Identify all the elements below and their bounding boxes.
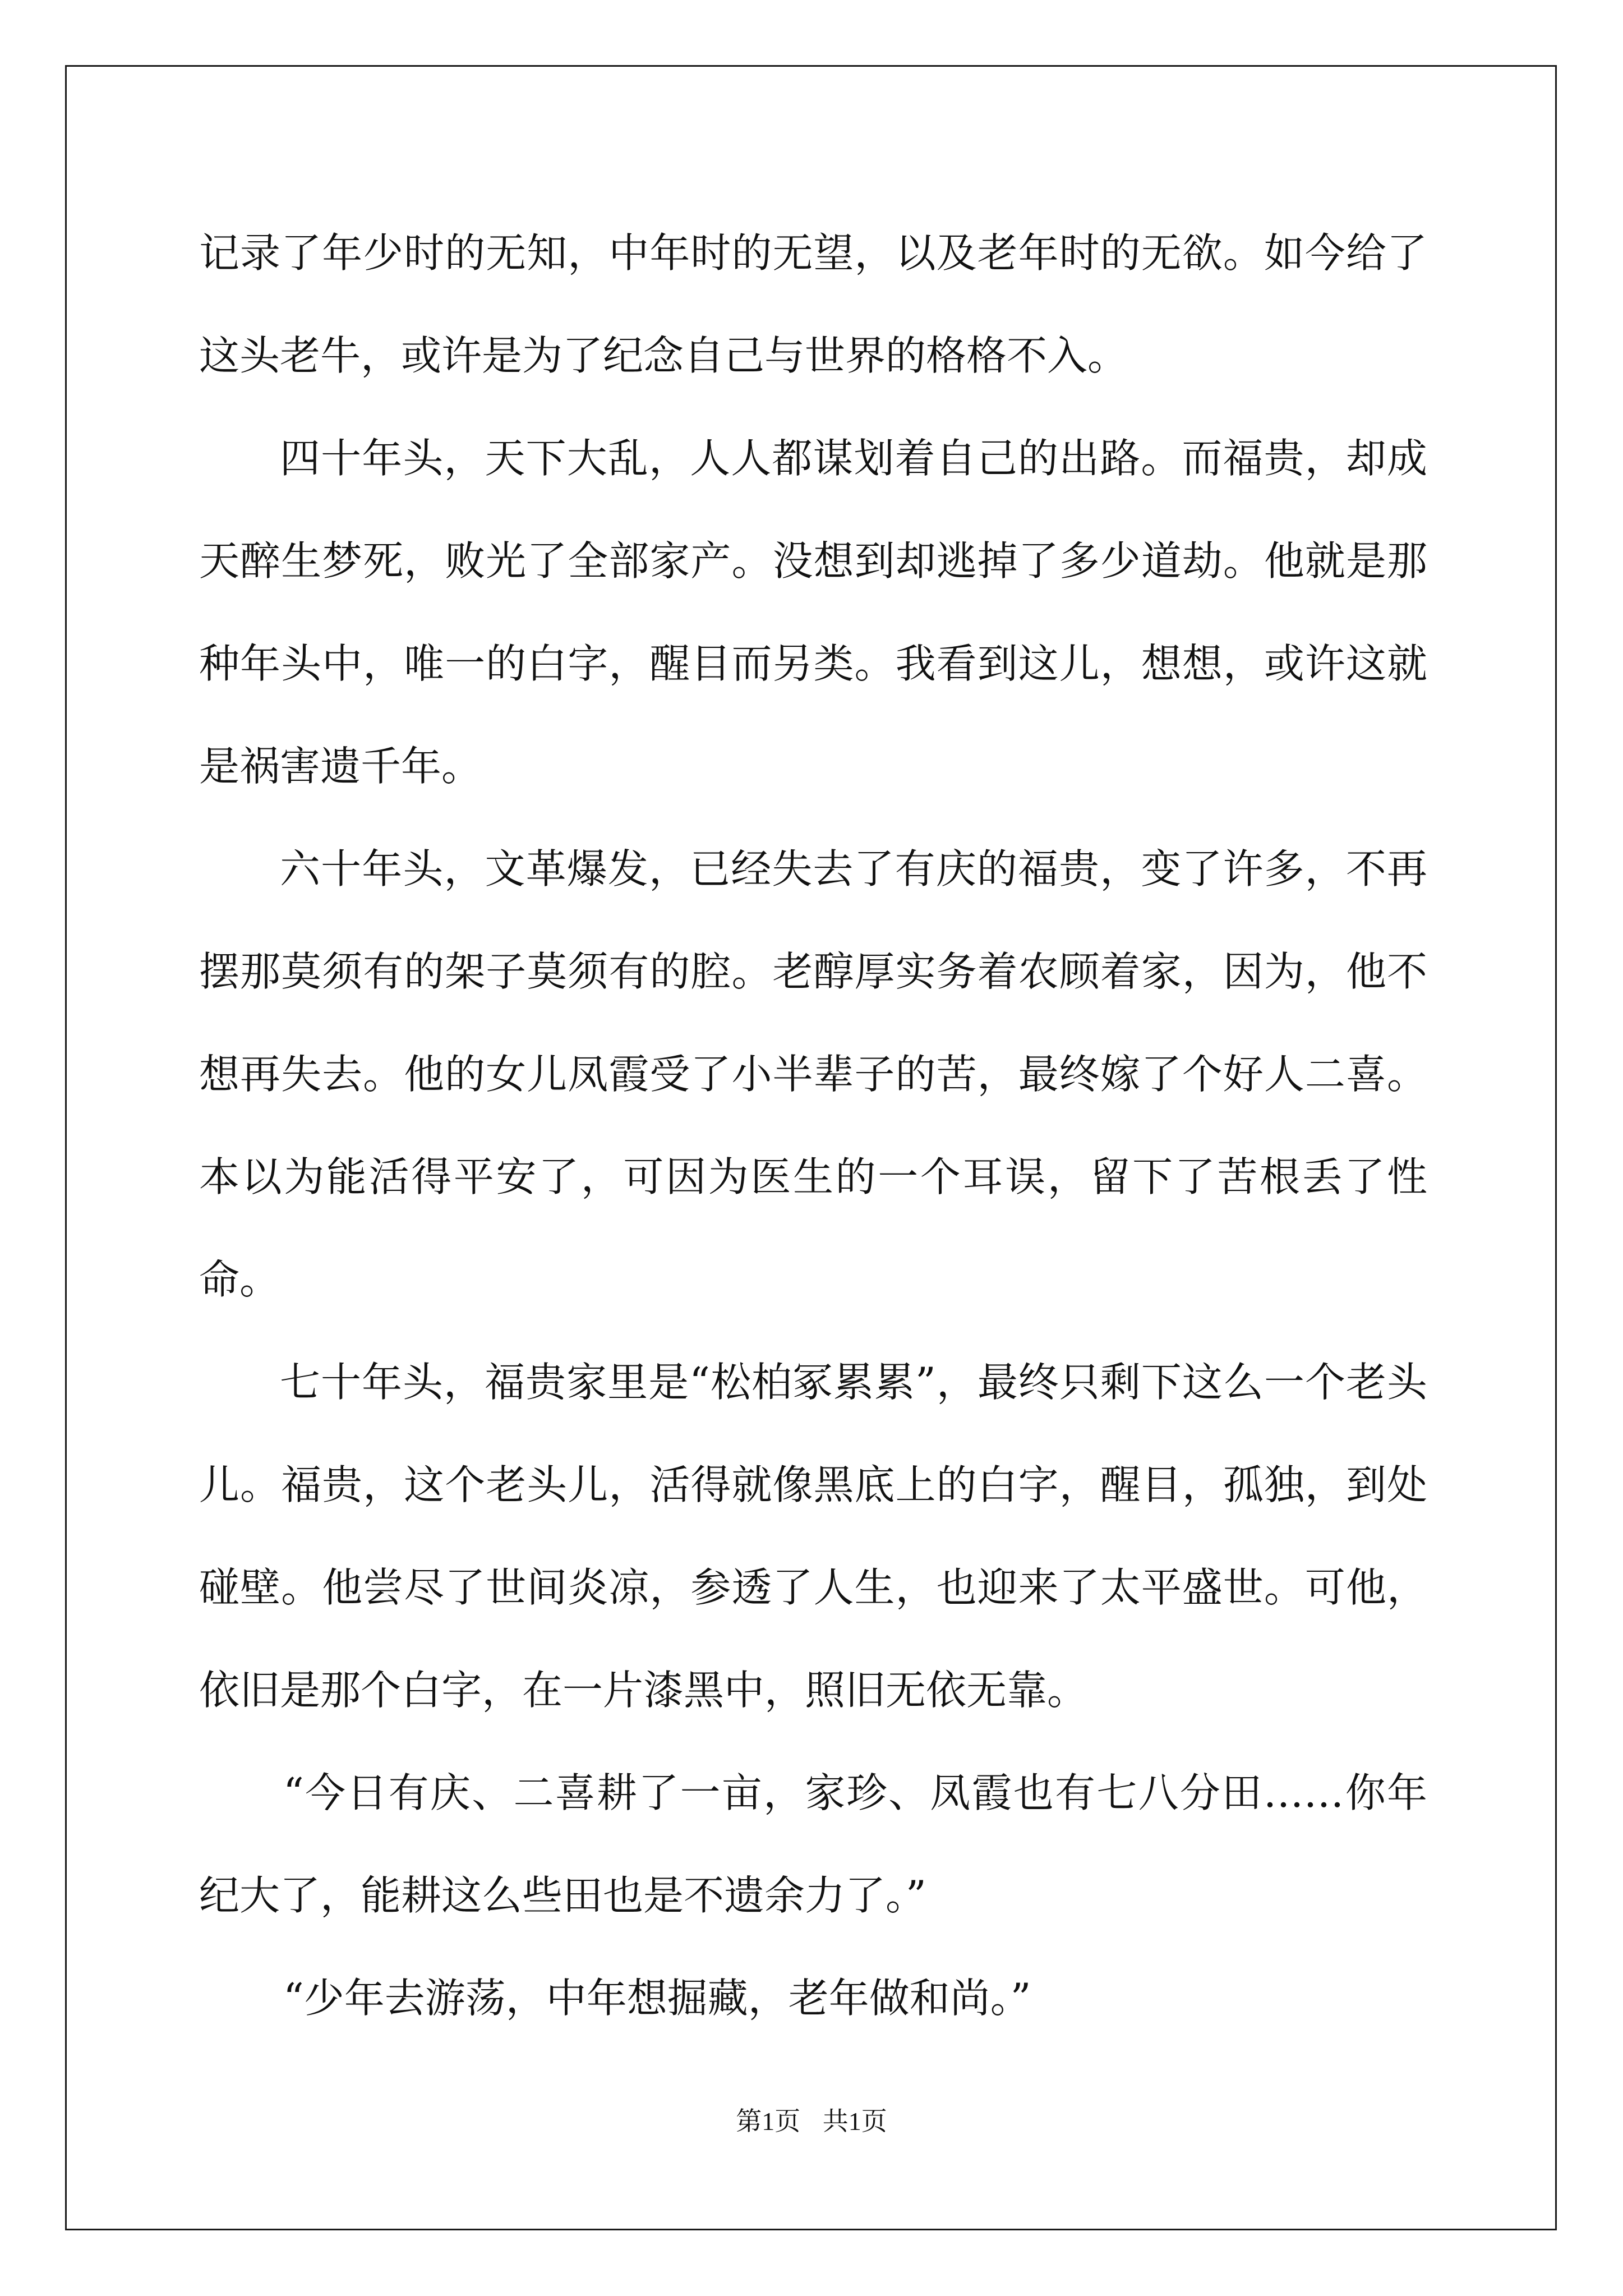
paragraph-4: 七十年头，福贵家里是“松柏冢累累”，最终只剩下这么一个老头儿。福贵，这个老头儿，活得就像黑底上的白字，醒目，孤独，到处碰壁。他尝尽了世间炎凉，参透了人生，也迎来了太平盛世。可他，依旧是那个白字，在一片漆黑中，照旧无依无靠。 — [199, 1359, 1427, 1714]
page-footer — [0, 2101, 1623, 2138]
document-body — [199, 202, 1427, 2050]
paragraph-2: 四十年头，天下大乱，人人都谋划着自己的出路。而福贵，却成天醉生梦死，败光了全部家产。没想到却逃掉了多少道劫。他就是那种年头中，唯一的白字，醒目而另类。我看到这儿，想想，或许这就是祸害遗千年。 — [199, 435, 1427, 790]
page-total: 共1页 — [822, 2107, 887, 2136]
page-number: 第1页 — [736, 2107, 801, 2136]
paragraph-1: 记录了年少时的无知，中年时的无望，以及老年时的无欲。如今给了这头老牛，或许是为了纪念自己与世界的格格不入。 — [199, 229, 1427, 379]
paragraph-3: 六十年头，文革爆发，已经失去了有庆的福贵，变了许多，不再摆那莫须有的架子莫须有的腔。老醇厚实务着农顾着家，因为，他不想再失去。他的女儿凤霞受了小半辈子的苦，最终嫁了个好人二喜。本以为能活得平安了，可因为医生的一个耳误，留下了苦根丢了性命。 — [199, 845, 1427, 1303]
paragraph-5: “今日有庆、二喜耕了一亩，家珍、凤霞也有七八分田……你年纪大了，能耕这么些田也是不遗余力了。” — [199, 1769, 1427, 1919]
paragraph-6: “少年去游荡，中年想掘藏，老年做和尚。” — [283, 1975, 1031, 2022]
